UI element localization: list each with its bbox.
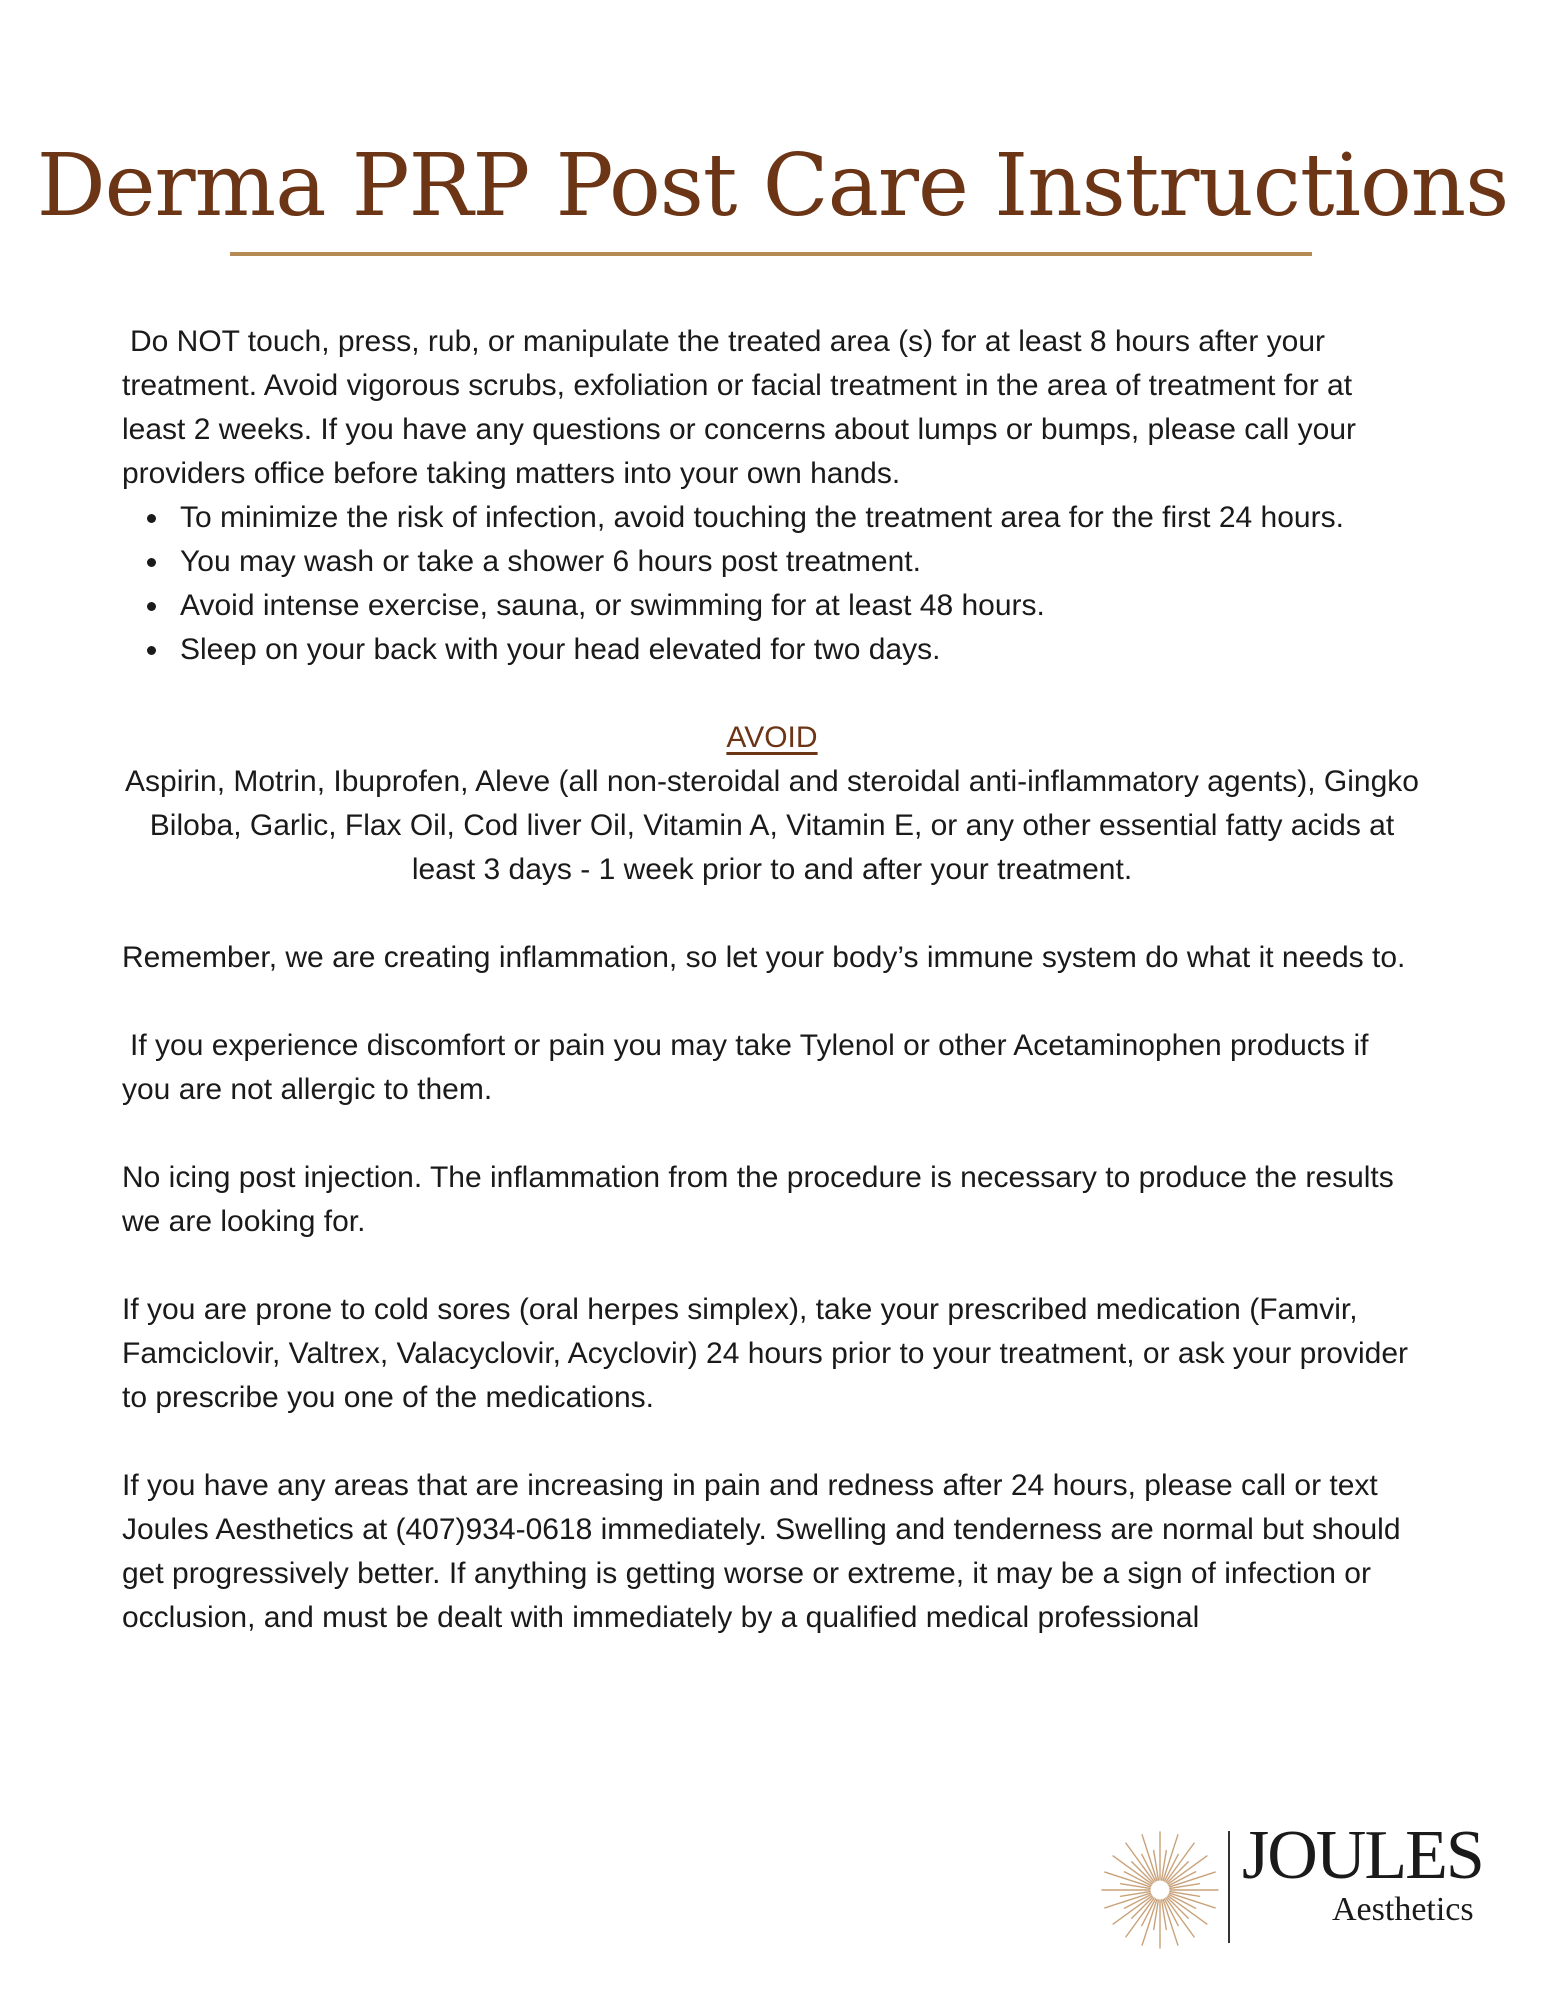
bullet-item: You may wash or take a shower 6 hours post treatment. (180, 540, 1422, 584)
avoid-heading: AVOID (726, 721, 818, 754)
pain-relief-paragraph: If you experience discomfort or pain you may take Tylenol or other Acetaminophen products if you are not allergic to them. (122, 1029, 1369, 1106)
logo-name: JOULES (1242, 1817, 1483, 1894)
icing-paragraph: No icing post injection. The inflammation from the procedure is necessary to produce the results we are looking for. (122, 1161, 1394, 1238)
avoid-paragraph: Aspirin, Motrin, Ibuprofen, Aleve (all non-steroidal and steroidal anti-inflammatory agents), Gingko Biloba, Garlic, Flax Oil, Cod liver Oil, Vitamin A, Vitamin E, or any other essential fatty acids at least 3 days - 1 week prior to and after your treatment. (125, 765, 1419, 886)
care-bullet-list (122, 496, 1422, 672)
title-underline (230, 252, 1312, 256)
page-title: Derma PRP Post Care Instructions (36, 136, 1509, 236)
bullet-item: Avoid intense exercise, sauna, or swimming for at least 48 hours. (180, 584, 1422, 628)
cold-sores-paragraph: If you are prone to cold sores (oral herpes simplex), take your prescribed medication (Famvir, Famciclovir, Valtrex, Valacyclovir, Acyclovir) 24 hours prior to your treatment, or ask your provider to prescribe you one of the medications. (122, 1293, 1409, 1414)
logo-subtitle: Aesthetics (1332, 1891, 1474, 1928)
bullet-item: Sleep on your back with your head elevated for two days. (180, 628, 1422, 672)
logo-divider (1228, 1831, 1230, 1943)
starburst-icon (1100, 1815, 1220, 1965)
bullet-item: To minimize the risk of infection, avoid touching the treatment area for the first 24 hours. (180, 496, 1422, 540)
intro-paragraph: Do NOT touch, press, rub, or manipulate the treated area (s) for at least 8 hours after your treatment. Avoid vigorous scrubs, exfoliation or facial treatment in the area of treatment for at least 2 weeks. If you have any questions or concerns about lumps or bumps, please call your providers office before taking matters into your own hands. (122, 325, 1356, 490)
inflammation-paragraph: Remember, we are creating inflammation, so let your body’s immune system do what it needs to. (122, 941, 1406, 974)
contact-paragraph: If you have any areas that are increasing in pain and redness after 24 hours, please call or text Joules Aesthetics at (407)934-0618 immediately. Swelling and tenderness are normal but should get progressively better. If anything is getting worse or extreme, it may be a sign of infection or occlusion, and must be dealt with immediately by a qualified medical professional (122, 1469, 1401, 1634)
joules-aesthetics-logo (1100, 1815, 1520, 1965)
instructions-body (122, 320, 1422, 1640)
